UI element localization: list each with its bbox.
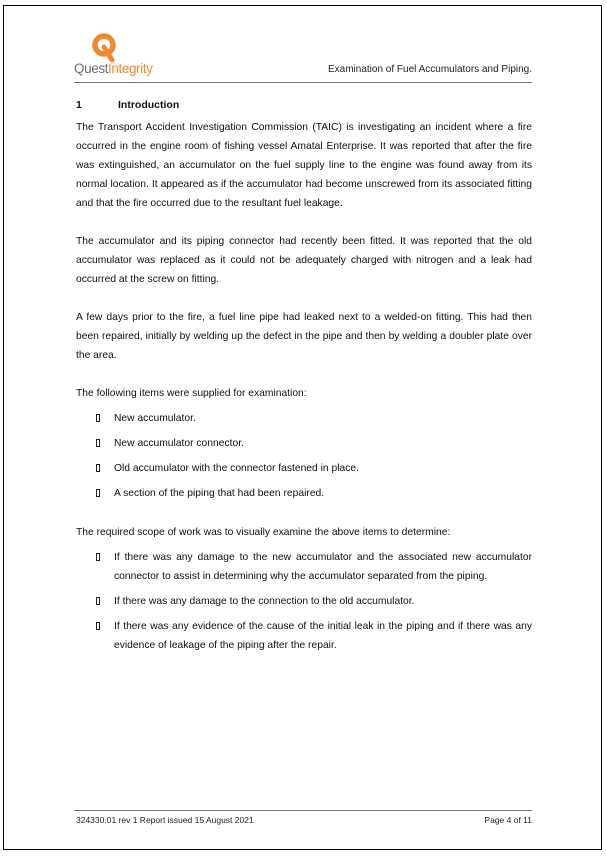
- logo-word-quest: Quest: [74, 61, 109, 76]
- list-item: [76, 484, 532, 503]
- scope-list: [76, 548, 532, 655]
- bullet-icon: [96, 464, 100, 472]
- list-item: [76, 434, 532, 453]
- footer-report-reference: 324330.01 rev 1 Report issued 15 August 2021: [76, 815, 254, 825]
- bullet-icon: [96, 622, 100, 630]
- section-heading: [76, 96, 532, 115]
- items-supplied-list: [76, 409, 532, 503]
- list-item: [76, 459, 532, 478]
- bullet-icon: [96, 489, 100, 497]
- bullet-icon: [96, 414, 100, 422]
- paragraph-fuel-line: A few days prior to the fire, a fuel line pipe had leaked next to a welded-on fitting. This had then been repaired, initially by welding up the defect in the pipe and then by welding a doubler plate over the area.: [76, 312, 532, 361]
- list-item: [76, 548, 532, 586]
- list-item-text: If there was any damage to the new accumulator and the associated new accumulator connector to assist in determining why the accumulator separated from the piping.: [114, 552, 532, 582]
- bullet-icon: [96, 439, 100, 447]
- list-item-text: New accumulator connector.: [114, 438, 244, 449]
- document-body: [76, 96, 532, 661]
- paragraph-items-intro: The following items were supplied for examination:: [76, 388, 307, 399]
- bullet-icon: [96, 553, 100, 561]
- paragraph-accumulator: The accumulator and its piping connector had recently been fitted. It was reported that the old accumulator was replaced as it could not be adequately charged with nitrogen and a leak had occurred at the screw on fitting.: [76, 236, 532, 285]
- list-item: [76, 409, 532, 428]
- list-item: [76, 592, 532, 611]
- list-item: [76, 617, 532, 655]
- bullet-icon: [96, 597, 100, 605]
- list-item-text: If there was any damage to the connection to the old accumulator.: [114, 596, 415, 607]
- paragraph-scope-intro: The required scope of work was to visually examine the above items to determine:: [76, 527, 451, 538]
- document-header-title: Examination of Fuel Accumulators and Piping.: [328, 64, 532, 75]
- list-item-text: A section of the piping that had been repaired.: [114, 488, 325, 499]
- section-number: 1: [76, 99, 82, 111]
- list-item-text: New accumulator.: [114, 413, 196, 424]
- quest-q-logo-icon: [91, 33, 119, 63]
- footer-page-number: Page 4 of 11: [484, 815, 532, 825]
- spacer: [76, 509, 532, 523]
- footer-divider: [74, 810, 532, 811]
- quest-integrity-logo: [74, 33, 184, 81]
- logo-word-integrity: Integrity: [108, 61, 153, 76]
- section-title: Introduction: [118, 99, 180, 111]
- list-item-text: Old accumulator with the connector fastened in place.: [114, 463, 359, 474]
- header-divider: [74, 82, 532, 83]
- logo-wordmark: [74, 61, 152, 76]
- paragraph-intro: The Transport Accident Investigation Commission (TAIC) is investigating an incident where a fire occurred in the engine room of fishing vessel Amatal Enterprise. It was reported that after the fire was extinguished, an accumulator on the fuel supply line to the engine was found away from its normal location. It appeared as if the accumulator had become unscrewed from its associated fitting and that the fire occurred due to the resultant fuel leakage.: [76, 122, 532, 209]
- list-item-text: If there was any evidence of the cause of the initial leak in the piping and if there was any evidence of leakage of the piping after the repair.: [114, 621, 532, 651]
